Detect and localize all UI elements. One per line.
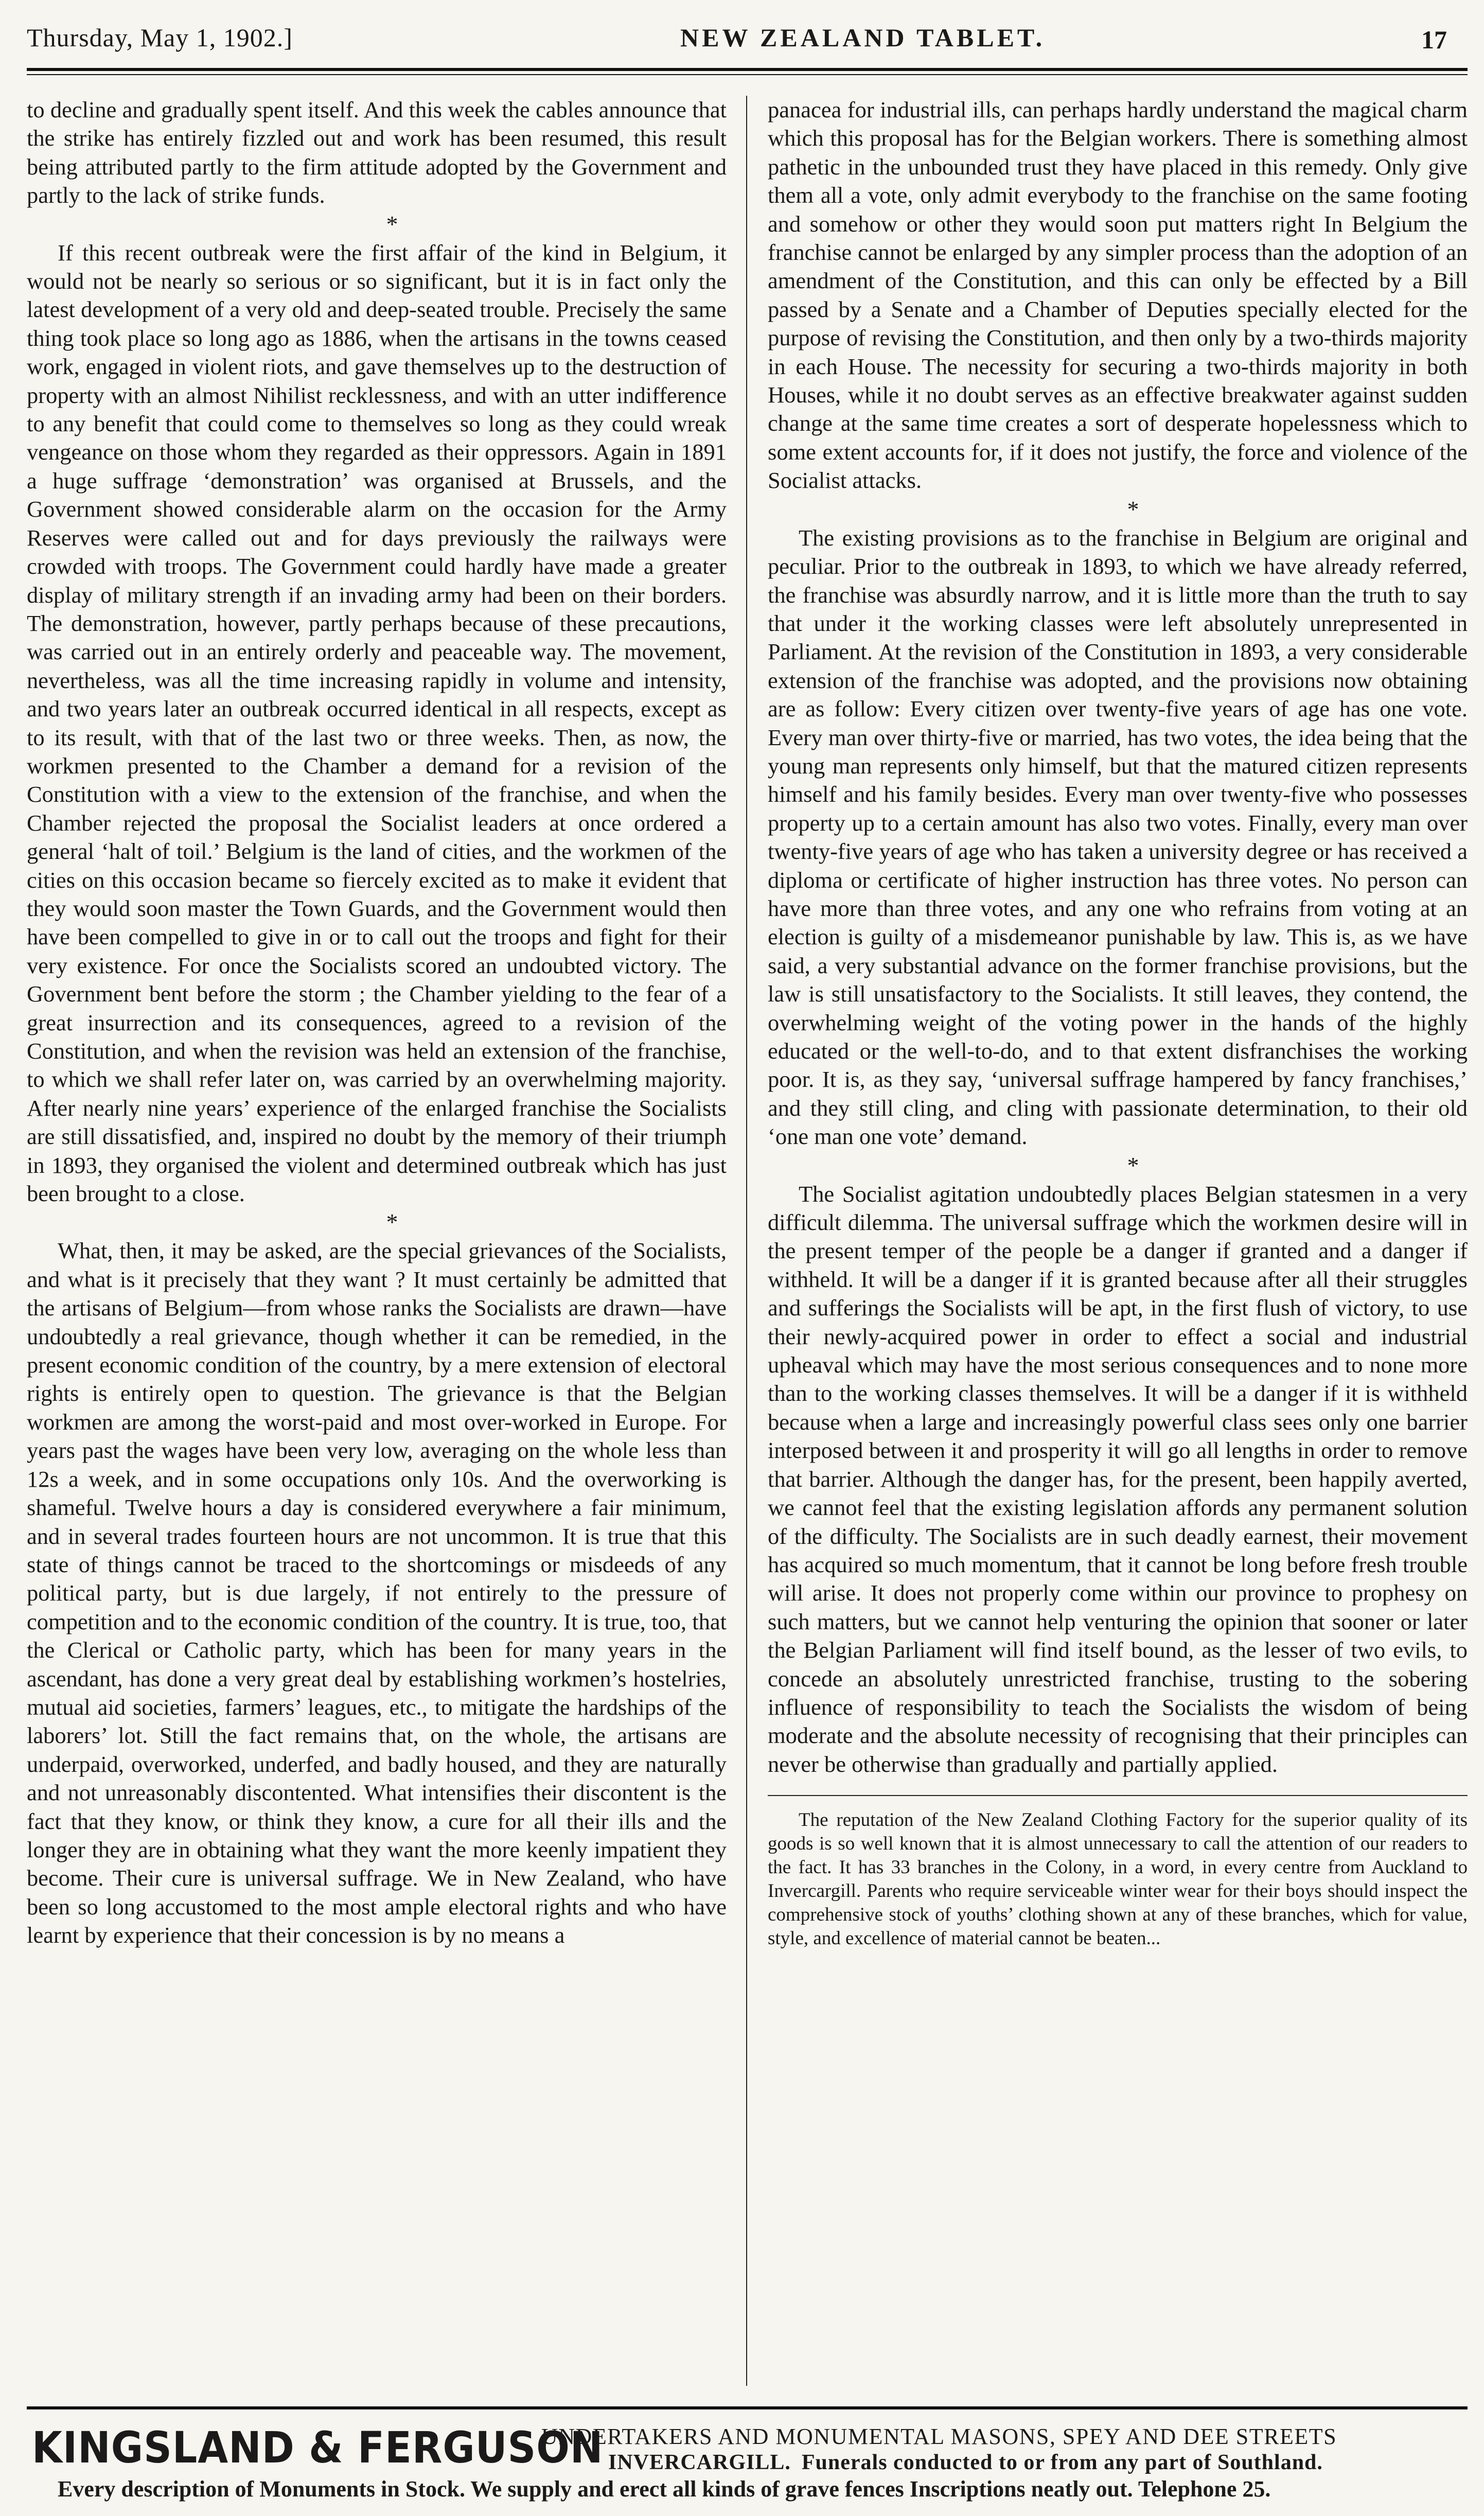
column-divider [746, 96, 747, 2386]
clothing-factory-notice: The reputation of the New Zealand Clothing Factory for the superior quality of its goods is so well known that it is almost unnecessary to call the attention of our readers to the fact. It has 33 branches in the Colony, in a word, in every centre from Auckland to Invercargill. Parents who require serviceable winter wear for their boys should inspect the comprehensive stock of youths’ clothing shown at any of these branches, which for value, style, and excellence of material cannot be beaten... [768, 1809, 1468, 1949]
right-paragraph-2: The existing provisions as to the franchise in Belgium are original and peculiar. Prior to the outbreak in 1893, to which we have already referred, the franchise was absurdly narrow, and it is little more than the truth to say that under it the working classes were left absolutely unrepresented in Parliament. At the revision of the Constitution in 1893, a very considerable extension of the franchise was adopted, and the provisions now obtaining are as follow: Every citizen over twenty-five years of age has one vote. Every man over thirty-five or married, has two votes, the idea being that the young man represents only himself, but that the matured citizen represents himself and his family besides. Every man over twenty-five who possesses property up to a certain amount has also two votes. Finally, every man over twenty-five years of age who has taken a university degree or has received a diploma or certificate of higher instruction has three votes. No person can have more than three votes, and any one who refrains from voting at an election is guilty of a misdemeanor punishable by law. This is, as we have said, a very substantial advance on the former franchise provisions, but the law is still unsatisfactory to the Socialists. It still leaves, they contend, the overwhelming weight of the voting power in the hands of the highly educated or the well-to-do, and to that extent disfranchises the working poor. It is, as they say, ‘universal suffrage hampered by fancy franchises,’ and they still cling, and cling with passionate determination, to their old ‘one man one vote’ demand. [768, 524, 1468, 1150]
page-number: 17 [1421, 25, 1447, 54]
masthead-title: NEW ZEALAND TABLET. [680, 23, 1046, 52]
section-separator: * [1127, 1152, 1139, 1178]
left-paragraph-2: If this recent outbreak were the first affair of the kind in Belgium, it would not be nearly so serious or so significant, but it is in fact only the latest development of a very old and deep-seated trouble. Precisely the same thing took place so long ago as 1886, when the artisans in the towns ceased work, engaged in violent riots, and gave themselves up to the destruction of property with an almost Nihilist recklessness, and with an utter indifference to any benefit that could come to themselves so long as they could wreak vengeance on those whom they regarded as their oppressors. Again in 1891 a huge suffrage ‘demonstration’ was organised at Brussels, and the Government showed considerable alarm on the occasion for the Army Reserves were called out and for days previously the railways were crowded with troops. The Government could hardly have made a greater display of military strength if an invading army had been on their borders. The demonstration, however, partly perhaps because of these precautions, was carried out in an entirely orderly and peaceable way. The movement, nevertheless, was all the time increasing rapidly in volume and intensity, and two years later an outbreak occurred identical in all respects, except as to its result, with that of the last two or three weeks. Then, as now, the workmen presented to the Chamber a demand for a revision of the Constitution with a view to the extension of the franchise, and when the Chamber rejected the proposal the Socialist leaders at once ordered a general ‘halt of toil.’ Belgium is the land of cities, and the workmen of the cities on this occasion became so fiercely excited as to make it evident that they would soon master the Town Guards, and the Government would then have been compelled to give in or to call out the troops and fight for their very existence. For once the Socialists scored an undoubted victory. The Government bent before the storm ; the Chamber yielding to the fear of a great insurrection and its consequences, agreed to a revision of the Constitution, and when the revision was held an extension of the franchise, to which we shall refer later on, was carried by an overwhelming majority. After nearly nine years’ experience of the enlarged franchise the Socialists are still dissatisfied, and, inspired no doubt by the memory of their triumph in 1893, they organised the violent and determined outbreak which has just been brought to a close. [27, 239, 727, 1207]
advert-monuments-line: Every description of Monuments in Stock. We supply and erect all kinds of grave fences Inscriptions neatly out. Telephone 25. [58, 2476, 1271, 2502]
advertiser-name: KINGSLAND & FERGUSON [32, 2422, 604, 2473]
right-paragraph-1: panacea for industrial ills, can perhaps hardly understand the magical charm which this proposal has for the Belgian workers. There is something almost pathetic in the unbounded trust they have placed in this remedy. Only give them all a vote, only admit everybody to the franchise on the same footing and somehow or other they would soon put matters right In Belgium the franchise cannot be enlarged by any simpler process than the adoption of an amendment of the Constitution, and this can only be effected by a Bill passed by a Senate and a Chamber of Deputies specially elected for the purpose of revising the Constitution, and then only by a two-thirds majority in each House. The necessity for securing a two-thirds majority in both Houses, while it no doubt serves as an effective breakwater against sudden change at the same time creates a sort of desperate hopelessness which to some extent accounts for, if it does not justify, the force and violence of the Socialist attacks. [768, 97, 1468, 494]
advertisement [27, 2419, 1468, 2502]
header-rule-thin [27, 74, 1468, 75]
advert-trade-line: UNDERTAKERS AND MONUMENTAL MASONS, SPEY AND DEE STREETS [541, 2424, 1337, 2449]
running-head [27, 19, 1468, 60]
advert-location-line [608, 2450, 1323, 2475]
left-paragraph-1: to decline and gradually spent itself. And this week the cables announce that the strike has entirely fizzled out and work has been resumed, this result being attributed partly to the firm attitude adopted by the Government and partly to the lack of strike funds. [27, 97, 727, 208]
section-separator: * [1127, 496, 1139, 522]
section-separator: * [386, 1209, 398, 1236]
left-column [27, 96, 727, 1950]
right-column [768, 96, 1468, 1950]
header-rule-thick [27, 68, 1468, 71]
issue-date: Thursday, May 1, 1902.] [27, 23, 293, 52]
section-separator: * [386, 210, 398, 237]
advert-rule-top [27, 2406, 1468, 2409]
newspaper-page [27, 19, 1468, 2502]
left-paragraph-3: What, then, it may be asked, are the special grievances of the Socialists, and what is it precisely that they want ? It must certainly be admitted that the artisans of Belgium—from whose ranks the Socialists are drawn—have undoubtedly a real grievance, though whether it can be remedied, in the present economic condition of the country, by a mere extension of electoral rights is entirely open to question. The grievance is that the Belgian workmen are among the worst-paid and most over-worked in Europe. For years past the wages have been very low, averaging on the whole less than 12s a week, and in some occupations only 10s. And the overworking is shameful. Twelve hours a day is considered everywhere a fair minimum, and in several trades fourteen hours are not uncommon. It is true that this state of things cannot be traced to the shortcomings or misdeeds of any political party, but is due largely, if not entirely to the pressure of competition and to the economic condition of the country. It is true, too, that the Clerical or Catholic party, which has been for many years in the ascendant, has done a very great deal by establishing workmen’s hostelries, mutual aid societies, farmers’ leagues, etc., to mitigate the hardships of the laborers’ lot. Still the fact remains that, on the whole, the artisans are underpaid, overworked, underfed, and badly housed, and they are naturally and not unreasonably discontented. What intensifies their discontent is the fact that they know, or think they know, a cure for all their ills and the longer they are in obtaining what they want the more keenly impatient they become. Their cure is universal suffrage. We in New Zealand, who have been so long accustomed to the most ample electoral rights and who have learnt by experience that their concession is by no means a [27, 1238, 727, 1948]
advert-town: INVERCARGILL. [608, 2451, 791, 2474]
notice-rule [768, 1795, 1468, 1796]
advert-funerals: Funerals conducted to or from any part of Southland. [801, 2451, 1323, 2474]
right-paragraph-3: The Socialist agitation undoubtedly places Belgian statesmen in a very difficult dilemma. The universal suffrage which the workmen desire will in the present temper of the people be a danger if granted and a danger if withheld. It will be a danger if it is granted because after all their struggles and sufferings the Socialists will be apt, in the first flush of victory, to use their newly-acquired power in order to effect a social and industrial upheaval which may have the most serious consequences and to none more than to the working classes themselves. It will be a danger if it is withheld because when a large and increasingly powerful class sees only one barrier interposed between it and prosperity it will go all lengths in order to remove that barrier. Although the danger has, for the present, been happily averted, we cannot feel that the existing legislation affords any permanent solution of the difficulty. The Socialists are in such deadly earnest, their movement has acquired so much momentum, that it cannot be long before fresh trouble will arise. It does not properly come within our province to prophesy on such matters, but we cannot help venturing the opinion that sooner or later the Belgian Parliament will find itself bound, as the lesser of two evils, to concede an absolutely unrestricted franchise, trusting to the sobering influence of responsibility to teach the Socialists the wisdom of being moderate and the absolute necessity of recognising that their principles can never be otherwise than gradually and partially applied. [768, 1181, 1468, 1777]
